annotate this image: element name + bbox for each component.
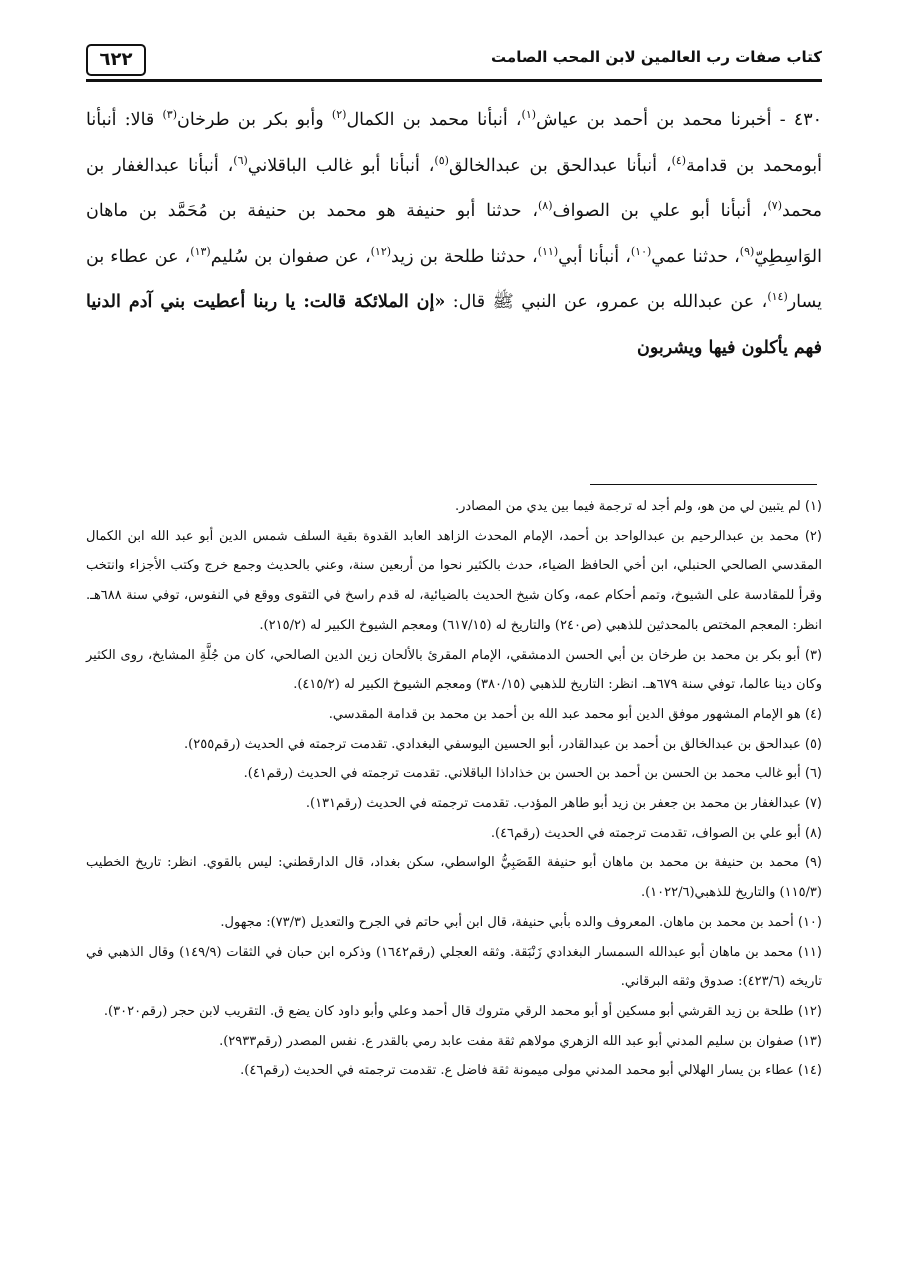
footnote-text: صفوان بن سليم المدني أبو عبد الله الزهري مولاهم ثقة مفت عابد رمي بالقدر ع. نفس المصدر (رقم٢٩٣٣). — [219, 1033, 794, 1049]
text-segment: ، حدثنا أبو حنيفة هو محمد بن حنيفة بن مُحَمَّد بن ماهان الوَاسِطِيّ — [86, 201, 822, 267]
footnote-item — [86, 789, 822, 819]
footnote-item — [86, 700, 822, 730]
footnote-item — [86, 522, 822, 641]
text-segment: ٤٣٠ - أخبرنا محمد بن أحمد بن عياش — [536, 110, 823, 130]
hadith-paragraph — [86, 98, 822, 371]
footnote-text: محمد بن عبدالرحيم بن عبدالواحد بن أحمد، الإمام المحدث الزاهد العابد القدوة بقية السلف شمس الدين أبو عبد الله ابن الكمال المقدسي الصالحي الحنبلي، ابن أخي الحافظ الضياء، حدث بالكثير نحوا من أربعين سنة، وعني بالحديث وجمع خرج وكتب الأجزاء وانتخب وقرأ للمقادسة على الشيوخ، وتمم أحكام عمه، وكان شيخ الحديث بالضيائية، له قدم راسخ في التقوى ووقع في النفوس، توفي سنة ٦٨٨هـ. انظر: المعجم المختص بالمحدثين للذهبي (ص٢٤٠) والتاريخ له (٦١٧/١٥) ومعجم الشيوخ الكبير له (٢١٥/٢). — [86, 528, 822, 633]
footnote-item — [86, 938, 822, 997]
footnote-text: لم يتبين لي من هو، ولم أجد له ترجمة فيما بين يدي من المصادر. — [455, 499, 801, 514]
text-segment: ، حدثنا عمي — [651, 246, 740, 267]
footnote-number: (٤) — [804, 706, 822, 722]
footnote-number: (٣) — [804, 647, 823, 663]
footnote-number: (١١) — [797, 944, 822, 960]
footnote-number: (٨) — [804, 825, 822, 841]
text-segment: ، أنبأنا محمد بن الكمال — [346, 110, 522, 130]
text-segment: ، أنبأنا أبي — [558, 246, 631, 267]
text-segment: ، أنبأنا عبدالغفار بن محمد — [86, 155, 822, 221]
footnote-text: أبو غالب محمد بن الحسن بن أحمد بن الحسن بن خذاداذا الباقلاني. تقدمت ترجمته في الحديث (رقم٤١). — [243, 766, 801, 782]
footnote-text: عطاء بن يسار الهلالي أبو محمد المدني مولى ميمونة ثقة فاضل ع. تقدمت ترجمته في الحديث (رقم٤٦). — [240, 1063, 794, 1079]
footnote-item — [86, 759, 822, 789]
footnote-item — [86, 641, 822, 700]
page-number: ٦٢٢ — [86, 44, 146, 76]
footnote-ref-3[interactable]: (٣) — [162, 108, 177, 122]
footnote-text: عبدالغفار بن محمد بن جعفر بن زيد أبو طاهر المؤدب. تقدمت ترجمته في الحديث (رقم١٣١). — [305, 796, 801, 812]
footnote-ref-12[interactable]: (١٢) — [370, 244, 392, 258]
footnote-ref-6[interactable]: (٦) — [233, 153, 248, 167]
footnote-text: أحمد بن محمد بن ماهان. المعروف والده بأبي حنيفة، قال ابن أبي حاتم في الجرح والتعديل (٧٣/٣): مجهول. — [220, 914, 794, 930]
footnote-number: (١) — [804, 499, 822, 514]
footnote-text: عبدالحق بن عبدالخالق بن أحمد بن عبدالقادر، أبو الحسين اليوسفي البغدادي. تقدمت ترجمته في الحديث (رقم٢٥٥). — [184, 736, 801, 752]
text-segment: ، أنبأنا أبو علي بن الصواف — [552, 201, 768, 221]
footnote-number: (١٢) — [797, 1003, 822, 1019]
footnote-item — [86, 492, 822, 522]
footnote-number: (٧) — [804, 796, 822, 812]
text-segment: وأبو بكر بن طرخان — [177, 110, 332, 130]
footnote-item — [86, 1056, 822, 1086]
footnote-text: محمد بن حنيفة بن محمد بن ماهان أبو حنيفة القَصَبِيُّ الواسطي، سكن بغداد، قال الدارقطني: ليس بالقوي. انظر: تاريخ الخطيب (١١٥/٣) والتاريخ للذهبي(١٠٢٢/٦). — [86, 855, 822, 901]
text-segment: ، حدثنا طلحة بن زيد — [391, 246, 538, 267]
text-segment: ، أنبأنا عبدالحق بن عبدالخالق — [448, 155, 672, 176]
text-segment: ، عن عبدالله بن عمرو، عن النبي ﷺ قال: — [445, 292, 768, 312]
footnote-number: (١٠) — [797, 914, 822, 930]
footnote-item — [86, 730, 822, 760]
footnote-text: طلحة بن زيد القرشي أبو مسكين أو أبو محمد الرقي متروك قال أحمد وعلي وأبو داود كان يضع ق. التقريب لابن حجر (رقم٣٠٢٠). — [103, 1003, 794, 1019]
footnote-text: أبو علي بن الصواف، تقدمت ترجمته في الحديث (رقم٤٦). — [490, 825, 801, 841]
footnote-ref-8[interactable]: (٨) — [537, 199, 553, 213]
footnote-item — [86, 997, 822, 1027]
footnote-number: (٩) — [804, 855, 822, 871]
hadith-quote: «إن الملائكة قالت: يا ربنا أعطيت بني آدم الدنيا فهم يأكلون فيها ويشربون — [86, 292, 822, 358]
footnote-ref-4[interactable]: (٤) — [671, 153, 687, 167]
footnotes-section — [86, 492, 822, 1086]
text-segment: ، عن صفوان بن سُليم — [210, 246, 371, 267]
book-title: كتاب صفات رب العالمين لابن المحب الصامت — [491, 48, 822, 66]
footnote-divider — [590, 484, 817, 485]
footnote-ref-14[interactable]: (١٤) — [767, 290, 788, 304]
footnote-ref-1[interactable]: (١) — [521, 108, 537, 122]
footnote-ref-7[interactable]: (٧) — [767, 199, 782, 213]
header-divider — [86, 79, 822, 82]
footnote-ref-10[interactable]: (١٠) — [630, 244, 652, 258]
footnote-ref-9[interactable]: (٩) — [739, 244, 755, 258]
footnote-number: (١٣) — [797, 1033, 822, 1049]
footnote-ref-2[interactable]: (٢) — [331, 108, 347, 122]
footnote-item — [86, 908, 822, 938]
footnote-item — [86, 819, 822, 849]
footnote-item — [86, 848, 822, 907]
text-segment: ، عن عطاء بن يسار — [86, 246, 822, 312]
footnote-text: هو الإمام المشهور موفق الدين أبو محمد عبد الله بن أحمد بن محمد بن قدامة المقدسي. — [328, 706, 801, 722]
footnote-item — [86, 1027, 822, 1057]
footnote-number: (١٤) — [797, 1063, 822, 1079]
text-segment: ، أنبأنا أبو غالب الباقلاني — [247, 155, 435, 176]
text-segment: قالا: أنبأنا أبومحمد بن قدامة — [86, 110, 822, 176]
footnote-text: محمد بن ماهان أبو عبدالله السمسار البغدادي زَنْبَقة. وثقه العجلي (رقم١٦٤٢) وذكره ابن حبان في الثقات (١٤٩/٩) وقال الذهبي في تاريخه (٤٢٣/٦): صدوق وثقه البرقاني. — [86, 944, 822, 990]
footnote-number: (٢) — [804, 528, 822, 544]
footnote-number: (٥) — [804, 736, 822, 752]
footnote-text: أبو بكر بن محمد بن طرخان بن أبي الحسن الدمشقي، الإمام المقرئ بالألحان زين الدين الصالحي، كان من جُلَّةِ المشايخ، روى الكثير وكان دينا عالما، توفي سنة ٦٧٩هـ. انظر: التاريخ للذهبي (٣٨٠/١٥) ومعجم الشيوخ الكبير له (٤١٥/٢). — [86, 647, 822, 693]
footnote-ref-5[interactable]: (٥) — [434, 153, 449, 167]
footnote-number: (٦) — [804, 766, 822, 782]
footnote-ref-11[interactable]: (١١) — [537, 244, 559, 258]
footnote-ref-13[interactable]: (١٣) — [190, 244, 211, 258]
hadith-text — [86, 98, 822, 371]
page-header — [86, 44, 822, 80]
